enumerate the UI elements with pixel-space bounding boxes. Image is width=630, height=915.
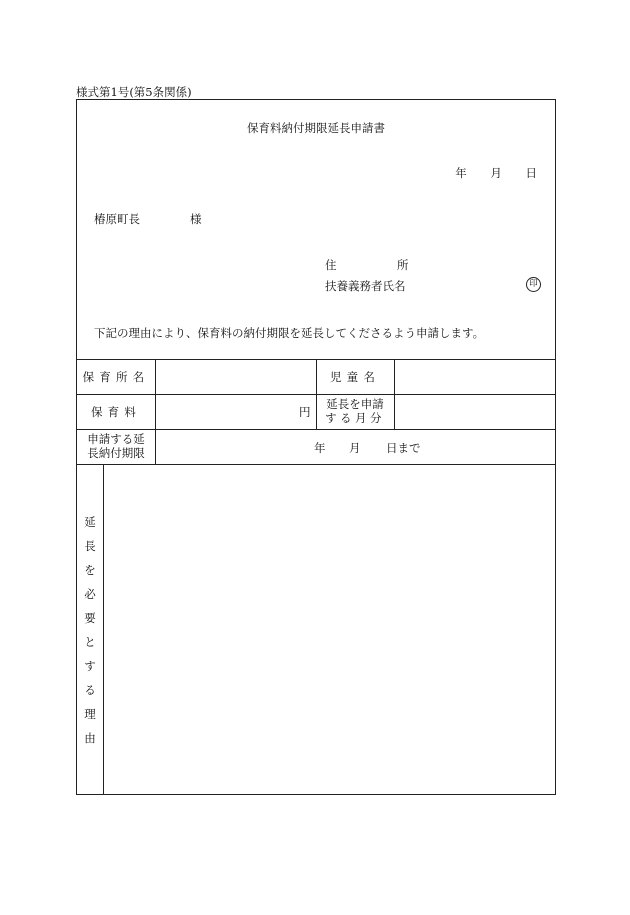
reason-char: 必: [84, 587, 96, 601]
extend-month-line1: 延長を申請: [326, 397, 384, 411]
row-divider-3: [77, 464, 555, 465]
reason-char: 理: [84, 707, 96, 721]
yen-unit: 円: [299, 405, 311, 419]
address-label-left: 住: [325, 258, 337, 272]
request-statement: 下記の理由により、保育料の納付期限を延長してくださるよう申請します。: [94, 326, 485, 340]
date-day: 日: [525, 166, 537, 180]
child-label: 児童名: [329, 370, 381, 384]
reason-divider: [103, 464, 104, 794]
fee-label: 保育料: [90, 405, 142, 419]
form-number-label: 様式第1号(第5条関係): [76, 85, 192, 99]
reason-char: を: [84, 563, 96, 577]
deadline-month: 月: [349, 441, 361, 455]
reason-char: と: [84, 635, 96, 649]
deadline-label: [77, 432, 155, 460]
extend-month-label: [316, 397, 394, 425]
deadline-line1: 申請する延: [87, 432, 145, 446]
address-label-right: 所: [397, 258, 409, 272]
reason-char: す: [84, 659, 96, 673]
reason-char: 長: [84, 539, 96, 553]
reason-char: 要: [84, 611, 96, 625]
deadline-year: 年: [314, 441, 326, 455]
deadline-day: 日まで: [386, 441, 421, 455]
application-form: [76, 99, 556, 795]
date-month: 月: [490, 166, 502, 180]
nursery-label: 保育所名: [82, 370, 150, 384]
guardian-name-label: 扶養義務者氏名: [325, 279, 406, 293]
reason-char: 由: [84, 731, 96, 745]
col-divider-1: [155, 359, 156, 464]
deadline-line2: 長納付期限: [87, 446, 145, 460]
col-divider-3: [394, 359, 395, 429]
honorific: 様: [190, 212, 202, 226]
row-divider-2: [77, 429, 555, 430]
reason-char: る: [84, 683, 96, 697]
seal-mark: 印: [526, 277, 541, 292]
date-line: [435, 165, 537, 181]
date-year: 年: [455, 166, 467, 180]
addressee: 椿原町長: [94, 212, 140, 226]
reason-label: [77, 464, 103, 794]
reason-char: 延: [84, 515, 96, 529]
extend-month-line2: する月分: [325, 411, 385, 425]
form-title: 保育料納付期限延長申請書: [247, 121, 385, 135]
